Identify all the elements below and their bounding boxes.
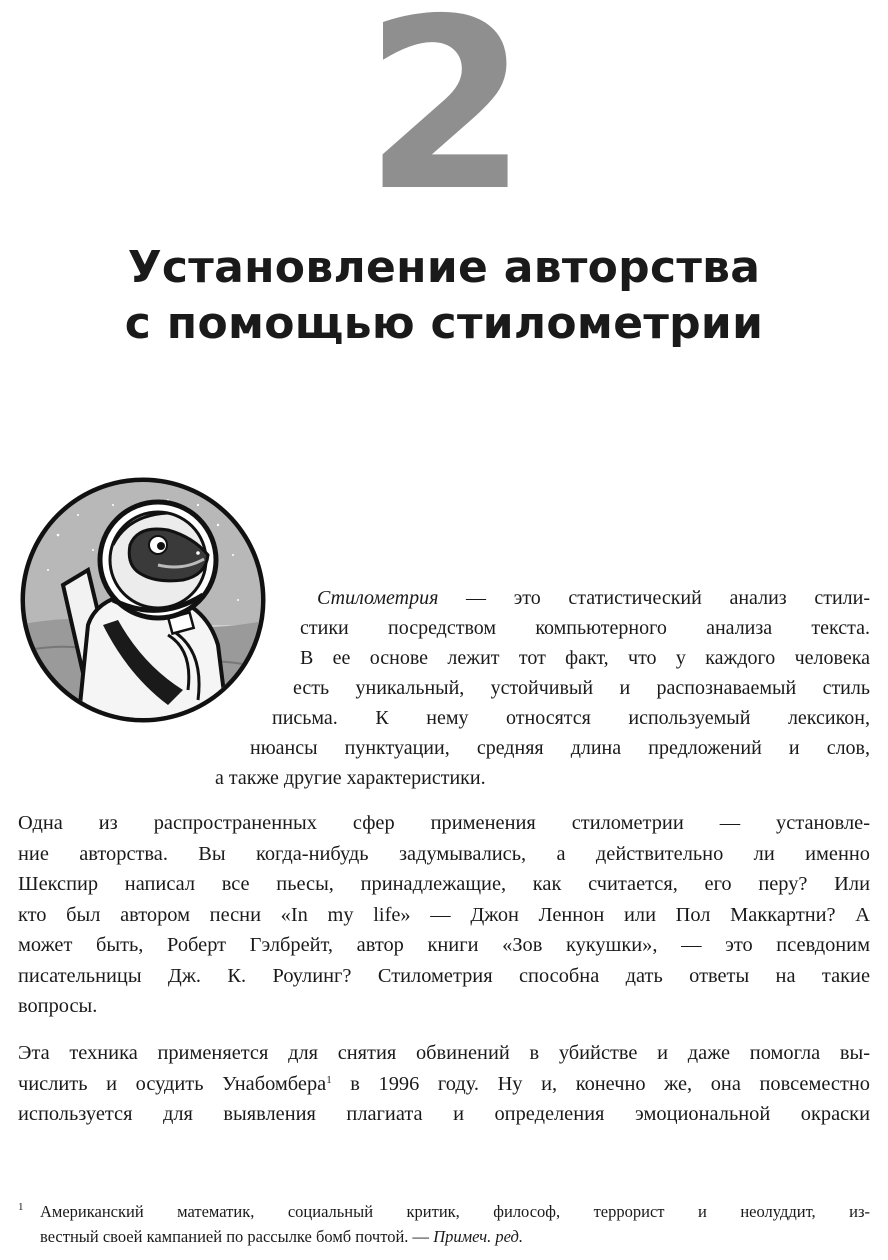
paragraph-line: Эта техника применяется для снятия обвинений в убийстве и даже помогла вы-	[18, 1042, 870, 1064]
body-paragraph-2	[18, 1038, 870, 1130]
intro-line: нюансы пунктуации, средняя длина предложений и слов,	[250, 737, 870, 759]
paragraph-line: может быть, Роберт Гэлбрейт, автор книги «Зов кукушки», — это псевдоним	[18, 934, 870, 956]
footnote-text	[40, 1199, 870, 1249]
editor-note: Примеч. ред.	[433, 1227, 523, 1246]
paragraph-line: писательницы Дж. К. Роулинг? Стилометрия способна дать ответы на такие	[18, 964, 870, 987]
intro-line: Стилометрия — это статистический анализ стили-	[317, 587, 870, 609]
paragraph-line: Шекспир написал все пьесы, принадлежащие, как считается, его перу? Или	[18, 873, 870, 895]
paragraph-line: используется для выявления плагиата и определения эмоциональной окраски	[18, 1103, 870, 1125]
chapter-title	[0, 240, 888, 352]
paragraph-line: вопросы.	[18, 995, 98, 1017]
intro-line: есть уникальный, устойчивый и распознаваемый стиль	[293, 677, 870, 699]
chapter-title-line-1: Установление авторства	[127, 242, 761, 293]
footnote-ref[interactable]: 1	[326, 1073, 332, 1086]
paragraph-line: кто был автором песни «In my life» — Джон Леннон или Пол Маккартни? А	[18, 903, 870, 926]
intro-line: В ее основе лежит тот факт, что у каждого человека	[300, 647, 870, 669]
intro-line: письма. К нему относятся используемый лексикон,	[272, 707, 870, 729]
intro-line: стики посредством компьютерного анализа текста.	[300, 617, 870, 639]
astronaut-lizard-illustration	[18, 475, 268, 725]
intro-line: а также другие характеристики.	[215, 767, 486, 789]
term-stylometry: Стилометрия	[317, 587, 439, 609]
body-paragraph-1	[18, 808, 870, 1022]
paragraph-line: Одна из распространенных сфер применения стилометрии — установле-	[18, 812, 870, 834]
paragraph-line: числить и осудить Унабомбера$^1$ в 1996 году. Ну и, конечно же, она повсеместно	[18, 1072, 870, 1095]
chapter-number: 2	[363, 0, 525, 243]
footnote-marker: 1	[18, 1201, 24, 1213]
chapter-title-line-2: с помощью стилометрии	[124, 298, 764, 349]
paragraph-line: ние авторства. Вы когда-нибудь задумывались, а действительно ли именно	[18, 842, 870, 865]
footnote-line: вестный своей кампанией по рассылке бомб почтой. — Примеч. ред.	[40, 1227, 523, 1246]
illustration-icon	[18, 475, 268, 725]
footnote-line: Американский математик, социальный критик, философ, террорист и неолуддит, из-	[40, 1202, 870, 1221]
